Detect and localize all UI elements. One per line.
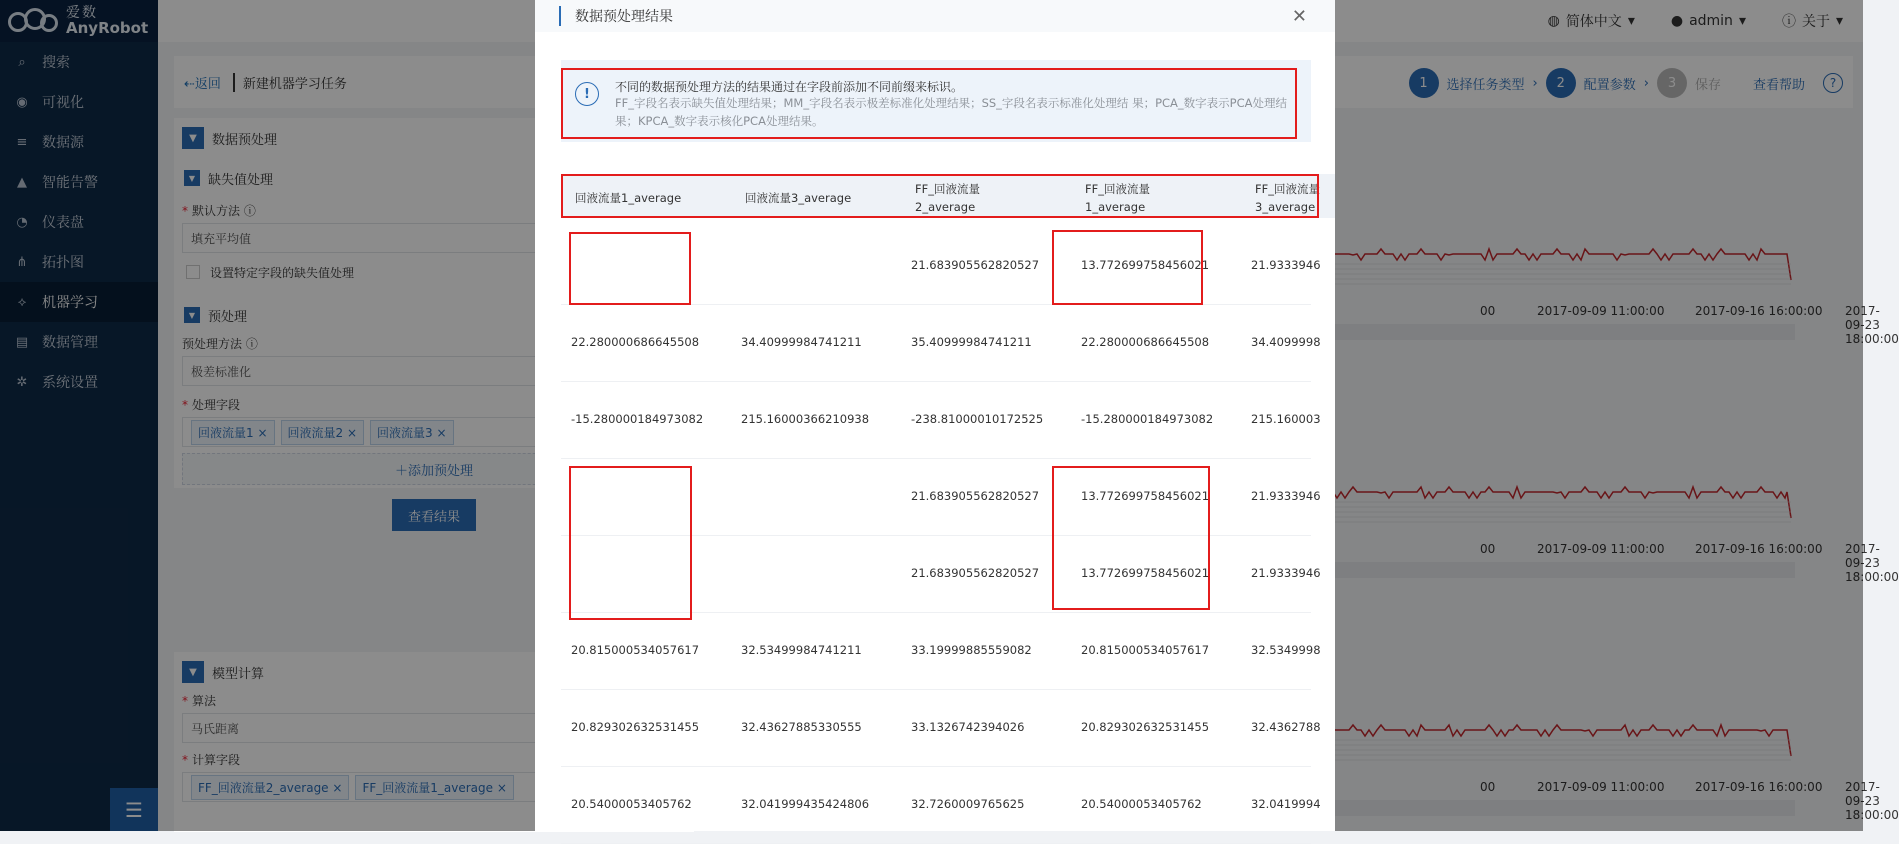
logo-en: AnyRobot: [66, 19, 149, 37]
table-cell: 20.54000053405762: [1081, 797, 1202, 811]
step-3-label: 保存: [1694, 77, 1721, 93]
table-cell: 215.160003: [1251, 412, 1321, 426]
sidebar-item-label: 可视化: [42, 95, 84, 111]
table-cell: 20.829302632531455: [1081, 720, 1210, 734]
highlight-box: [1052, 466, 1210, 610]
table-cell: 20.815000534057617: [1081, 643, 1210, 657]
table-cell: -15.280000184973082: [571, 412, 704, 426]
table-cell: 22.280000686645508: [1081, 335, 1210, 349]
table-cell: 21.9333946: [1251, 258, 1321, 272]
table-cell: 34.4099998: [1251, 335, 1321, 349]
ml-icon: ⟡: [17, 294, 27, 310]
table-cell: 34.40999984741211: [741, 335, 862, 349]
gear-icon: ✲: [16, 374, 28, 390]
algorithm-select[interactable]: 马氏距离: [182, 713, 686, 743]
table-cell: 22.280000686645508: [571, 335, 700, 349]
table-cell: 20.815000534057617: [571, 643, 700, 657]
table-cell: 21.9333946: [1251, 566, 1321, 580]
back-link[interactable]: ⇠返回: [184, 76, 221, 92]
table-cell: 21.683905562820527: [911, 566, 1040, 580]
field-label: 计算字段: [192, 753, 241, 767]
caret-down-icon[interactable]: ▼: [182, 661, 204, 683]
x-tick-label: 00: [1480, 542, 1496, 556]
x-tick-label: 2017-09-09 11:00:00: [1537, 780, 1665, 794]
field-label: 预处理方法: [182, 337, 243, 351]
sidebar-item-label: 数据管理: [42, 335, 98, 351]
chevron-right-icon: ›: [1643, 75, 1649, 91]
table-cell: 21.9333946: [1251, 489, 1321, 503]
table-cell: 33.1326742394026: [911, 720, 1025, 734]
question-icon[interactable]: ?: [1823, 73, 1843, 93]
sidebar-item-label: 机器学习: [42, 295, 98, 311]
modal-title: 数据预处理结果: [559, 6, 673, 26]
table-row: [561, 690, 1321, 767]
x-tick-label: 2017-09-23 18:00:00: [1845, 304, 1899, 346]
table-cell: 21.683905562820527: [911, 489, 1040, 503]
checkbox-label: 设置特定字段的缺失值处理: [210, 265, 355, 280]
x-tick-label: 2017-09-09 11:00:00: [1537, 542, 1665, 556]
x-tick-label: 2017-09-09 11:00:00: [1537, 304, 1665, 318]
table-cell: 32.43627885330555: [741, 720, 862, 734]
table-cell: 32.7260009765625: [911, 797, 1025, 811]
x-tick-label: 2017-09-16 16:00:00: [1695, 542, 1823, 556]
table-cell: 20.829302632531455: [571, 720, 700, 734]
close-icon[interactable]: ✕: [1291, 5, 1307, 27]
table-row: [561, 305, 1321, 382]
add-preprocess-button[interactable]: ＋ 添加预处理: [182, 453, 686, 485]
field-tag[interactable]: 回液流量2 ×: [281, 420, 365, 445]
database-icon: ≡: [16, 134, 28, 150]
field-label: 处理字段: [192, 398, 241, 412]
highlight-box: [561, 174, 1319, 218]
model-panel: ▼ 模型计算 * 算法 马氏距离 * 计算字段 FF_回液流量2_average × FF_回液流量1_average ×: [174, 652, 694, 832]
highlight-box: [1052, 230, 1203, 305]
highlight-box: [569, 232, 691, 305]
data-manage-icon: ▤: [15, 334, 29, 350]
field-tag[interactable]: FF_回液流量1_average ×: [355, 775, 513, 800]
default-method-select[interactable]: 填充平均值: [182, 223, 686, 253]
field-label: 默认方法: [192, 204, 241, 218]
step-2-number: 2: [1546, 68, 1576, 98]
table-cell: 13.772699758456021: [1081, 489, 1210, 503]
sidebar-item-label: 搜索: [42, 55, 70, 71]
globe-icon: ◍: [1547, 13, 1560, 29]
caret-down-icon: ▾: [1738, 13, 1746, 29]
table-cell: 32.5349998: [1251, 643, 1321, 657]
sidebar-item-label: 系统设置: [42, 375, 98, 391]
step-1-label: 选择任务类型: [1446, 77, 1525, 93]
warning-icon: ▲: [17, 174, 27, 190]
x-tick-label: 2017-09-23 18:00:00: [1845, 542, 1899, 584]
preprocess-panel: ▼ 数据预处理 ▼ 缺失值处理 * 默认方法 ⓘ 填充平均值 设置特定字段的缺失值处理 ▼ 预处理 预处理方法 ⓘ 极差标准化 * 处理字段 回液流量1 × 回液流量2 × 回液流量3 × ＋ 添加预处理 查看结果: [174, 118, 694, 488]
column-header: 回液流量1_average: [575, 191, 682, 205]
sidebar-item-label: 数据源: [42, 135, 84, 151]
topology-icon: ⋔: [16, 254, 28, 270]
sidebar-item-label: 拓扑图: [42, 255, 84, 271]
step-3-number: 3: [1657, 68, 1687, 98]
info-icon: !: [575, 82, 599, 106]
chevron-right-icon: ›: [1532, 75, 1538, 91]
pre-method-select[interactable]: 极差标准化: [182, 356, 686, 386]
highlight-box: [569, 466, 692, 620]
page-title: 新建机器学习任务: [233, 73, 347, 92]
field-tag[interactable]: 回液流量3 ×: [370, 420, 454, 445]
table-row: [561, 613, 1321, 690]
table-cell: 20.54000053405762: [571, 797, 692, 811]
logo-cn: 爱数: [66, 5, 98, 21]
caret-down-icon[interactable]: ▼: [184, 307, 200, 323]
sidebar-item-label: 智能告警: [42, 175, 98, 191]
eye-icon: ◉: [16, 94, 28, 110]
x-tick-label: 00: [1480, 780, 1496, 794]
table-cell: 21.683905562820527: [911, 258, 1040, 272]
question-icon: ⓘ: [243, 204, 256, 218]
search-icon: ⌕: [18, 54, 26, 70]
column-header: FF_回液流量 3_average: [1255, 182, 1320, 214]
step-2-label: 配置参数: [1583, 77, 1636, 93]
table-cell: 32.0419994: [1251, 797, 1321, 811]
table-cell: -15.280000184973082: [1081, 412, 1214, 426]
x-tick-label: 2017-09-16 16:00:00: [1695, 304, 1823, 318]
table-cell: 35.40999984741211: [911, 335, 1032, 349]
caret-down-icon: ▾: [1835, 13, 1843, 29]
table-cell: 215.16000366210938: [741, 412, 870, 426]
step-1-number: 1: [1409, 68, 1439, 98]
section-title: 数据预处理: [212, 132, 278, 148]
subsection-title: 预处理: [208, 309, 248, 325]
caret-down-icon[interactable]: ▼: [182, 127, 204, 149]
x-tick-label: 2017-09-16 16:00:00: [1695, 780, 1823, 794]
table-cell: -238.81000010172525: [911, 412, 1044, 426]
collapse-menu-button[interactable]: ☰: [110, 788, 158, 831]
subsection-title: 缺失值处理: [208, 172, 274, 188]
column-header: FF_回液流量 2_average: [915, 182, 980, 214]
user-name: admin: [1689, 13, 1733, 29]
x-tick-label: 00: [1480, 304, 1496, 318]
table-cell: 32.53499984741211: [741, 643, 862, 657]
help-link[interactable]: 查看帮助: [1752, 77, 1805, 93]
table-row: [561, 767, 1321, 844]
user-icon: ●: [1670, 13, 1684, 29]
caret-down-icon: ▾: [1627, 13, 1635, 29]
table-row: [561, 382, 1321, 459]
x-tick-label: 2017-09-23 18:00:00: [1845, 780, 1899, 822]
column-header: 回液流量3_average: [745, 191, 852, 205]
table-cell: 13.772699758456021: [1081, 258, 1210, 272]
section-title: 模型计算: [212, 666, 265, 682]
field-tag[interactable]: 回液流量1 ×: [191, 420, 275, 445]
notice-title: 不同的数据预处理方法的结果通过在字段前添加不同前缀来标识。: [615, 80, 964, 94]
field-tag[interactable]: FF_回液流量2_average ×: [191, 775, 349, 800]
table-cell: 32.041999435424806: [741, 797, 870, 811]
table-cell: 32.4362788: [1251, 720, 1321, 734]
info-circle-icon: ⓘ: [1781, 14, 1796, 30]
view-result-button[interactable]: 查看结果: [392, 499, 476, 531]
gauge-icon: ◔: [16, 214, 28, 230]
sidebar-item-label: 仪表盘: [42, 215, 84, 231]
about-label: 关于: [1801, 14, 1830, 30]
question-icon: ⓘ: [245, 337, 258, 351]
table-cell: 13.772699758456021: [1081, 566, 1210, 580]
table-cell: 33.19999885559082: [911, 643, 1032, 657]
notice-detail: FF_字段名表示缺失值处理结果；MM_字段名表示极差标准化处理结果；SS_字段名表示标准化处理结 果；PCA_数字表示PCA处理结果；KPCA_数字表示核化PCA处理结果。: [615, 96, 1287, 128]
field-label: 算法: [192, 694, 217, 708]
preprocess-result-modal: [535, 0, 1335, 831]
language-label: 简体中文: [1565, 14, 1622, 30]
column-header: FF_回液流量 1_average: [1085, 182, 1150, 214]
caret-down-icon[interactable]: ▼: [184, 170, 200, 186]
